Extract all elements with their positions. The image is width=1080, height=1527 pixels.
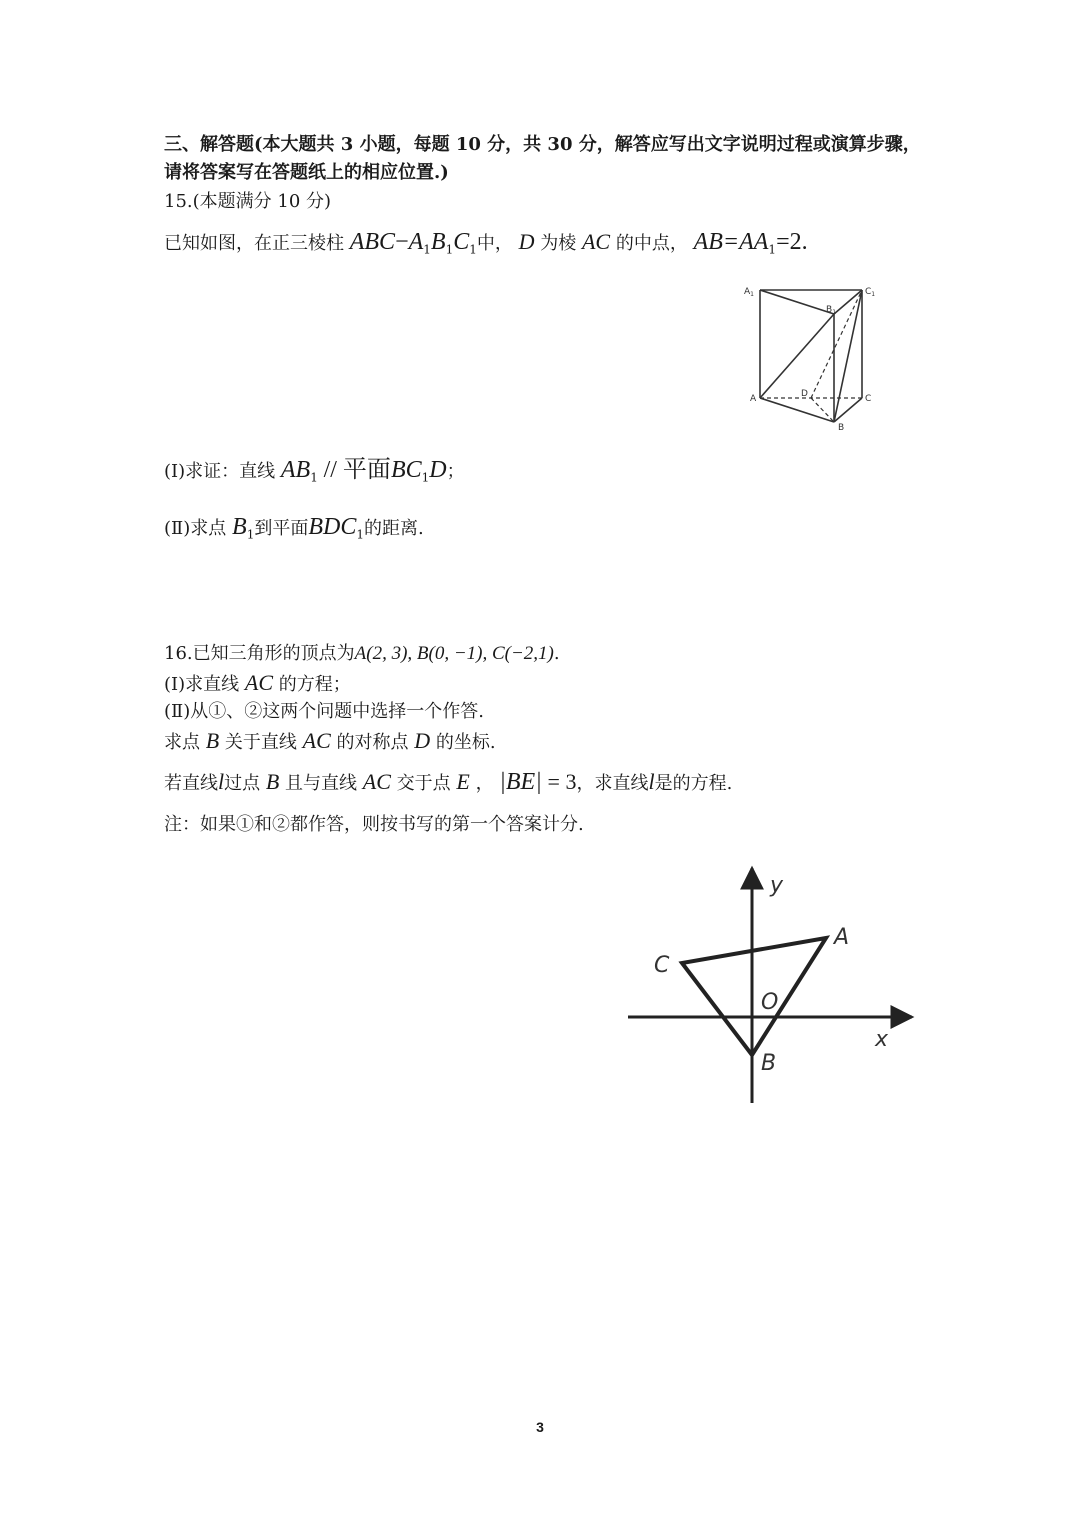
edge-A1B1	[760, 290, 837, 316]
q16-opt2-text: 若直线	[164, 773, 218, 794]
q15-prism-B1: B	[430, 229, 446, 255]
label-C1: $C_1$	[865, 287, 876, 298]
label-C: C	[865, 394, 872, 404]
q15-stem-text: 中，	[476, 233, 513, 254]
q15-sub: 1	[445, 242, 454, 257]
q16-opt2-text: ，求直线	[576, 773, 649, 794]
label-origin-O: O	[761, 990, 779, 1015]
q16-line-AC: AC	[244, 670, 274, 695]
q15-part1	[164, 458, 465, 490]
q16-opt2-AC: AC	[362, 769, 391, 794]
q15-prism-A1: A	[408, 229, 424, 255]
q15-sub: 1	[246, 527, 255, 542]
q15-prism-C1: C	[453, 229, 470, 255]
q16-opt2-text: 且与直线	[285, 773, 358, 794]
q16-option1	[164, 729, 496, 755]
q15-stem-text: 已知如图，在正三棱柱	[164, 233, 344, 254]
q16-opt1-text: 的对称点	[336, 732, 409, 753]
label-D: D	[801, 389, 808, 399]
q15-dash: −	[395, 229, 409, 255]
q16-opt2-l: l	[218, 769, 225, 794]
label-point-A: A	[834, 925, 850, 950]
label-B: B	[838, 423, 845, 433]
q15-part1-BC: BC	[390, 457, 422, 483]
q15-part1-text: (Ⅰ)求证：直线	[164, 461, 276, 482]
q16-part1-text: 的方程；	[278, 674, 351, 695]
q15-part1-AB: AB	[280, 457, 311, 483]
q15-edge-AC: AC	[581, 229, 611, 254]
q16-opt2-BE: |BE|	[499, 769, 542, 795]
q15-part1-end: ；	[446, 461, 465, 482]
q16-stem-end: .	[553, 643, 560, 664]
q15-part2-BDC1: BDC	[308, 514, 357, 540]
q15-eq-mid: =AA	[722, 229, 769, 255]
q15-stem-text: 的中点，	[615, 233, 688, 254]
q16-note: 注：如果①和②都作答，则按书写的第一个答案计分.	[164, 814, 584, 835]
q16-opt1-text: 的坐标.	[435, 732, 496, 753]
q16-part1-text: (Ⅰ)求直线	[164, 674, 240, 695]
q16-opt2-l: l	[648, 769, 655, 794]
q15-part2-text: 到平面	[254, 518, 309, 539]
q16-opt2-text: 是的方程.	[654, 773, 733, 794]
q15-part2-text: 的距离.	[363, 518, 424, 539]
q16-opt1-AC: AC	[302, 728, 331, 753]
label-A: A	[750, 394, 757, 404]
label-point-B: B	[761, 1051, 777, 1076]
q15-number: 15.(本题满分 10 分)	[164, 191, 332, 212]
label-x-axis: x	[875, 1027, 889, 1052]
segment-DC1-hidden	[811, 290, 862, 398]
q16-opt1-D: D	[414, 728, 431, 753]
q15-eq-rhs: =2.	[776, 229, 808, 255]
q16-stem	[164, 642, 560, 666]
q15-sub: 1	[310, 470, 318, 485]
q15-part2-text: (Ⅱ)求点	[164, 518, 227, 539]
q15-prism-base: ABC	[349, 229, 396, 255]
q16-opt1-text: 求点	[164, 732, 200, 753]
q15-stem	[164, 230, 808, 262]
q15-eq-lhs: AB	[693, 229, 723, 255]
q16-points: A(2, 3), B(0, −1), C(−2,1)	[354, 643, 554, 664]
q16-opt2-eq: = 3	[547, 769, 577, 794]
prism-figure	[740, 280, 890, 435]
label-A1: $A_1$	[744, 287, 754, 298]
label-y-axis: y	[770, 873, 784, 898]
triangle-ABC	[682, 938, 826, 1055]
label-point-C: C	[654, 953, 670, 978]
q16-part2: (Ⅱ)从①、②这两个问题中选择一个作答.	[164, 701, 484, 722]
q16-stem-text: 16.已知三角形的顶点为	[164, 643, 355, 664]
q16-part1	[164, 671, 351, 697]
q15-sub: 1	[421, 470, 430, 485]
q16-opt2-text: 交于点	[396, 773, 451, 794]
q16-option2	[164, 770, 732, 796]
q15-sub: 1	[768, 242, 777, 257]
q15-point-D: D	[518, 229, 535, 254]
q15-sub: 1	[469, 242, 477, 257]
q16-opt1-B: B	[205, 728, 220, 753]
q16-opt2-comma: ，	[475, 773, 494, 794]
q15-part2	[164, 515, 424, 547]
segment-AB1	[760, 314, 834, 398]
label-B1: $B_1$	[826, 305, 837, 316]
q15-part2-B1: B	[232, 514, 247, 540]
q16-opt2-B: B	[265, 769, 280, 794]
q16-opt2-text: 过点	[224, 773, 261, 794]
q15-stem-text: 为棱	[540, 233, 577, 254]
q16-opt1-text: 关于直线	[224, 732, 297, 753]
q15-sub: 1	[356, 527, 364, 542]
triangle-figure	[620, 858, 920, 1108]
q15-part1-parallel: // 平面	[323, 457, 391, 483]
page-number: 3	[536, 1419, 544, 1435]
q15-part1-D: D	[429, 457, 447, 483]
section-heading-line1: 三、解答题(本大题共 3 小题，每题 10 分，共 30 分，解答应写出文字说明过程或演算步骤，	[164, 134, 921, 155]
q16-opt2-E: E	[456, 769, 470, 794]
section-heading-line2: 请将答案写在答题纸上的相应位置.)	[164, 162, 449, 183]
q15-sub: 1	[423, 242, 431, 257]
